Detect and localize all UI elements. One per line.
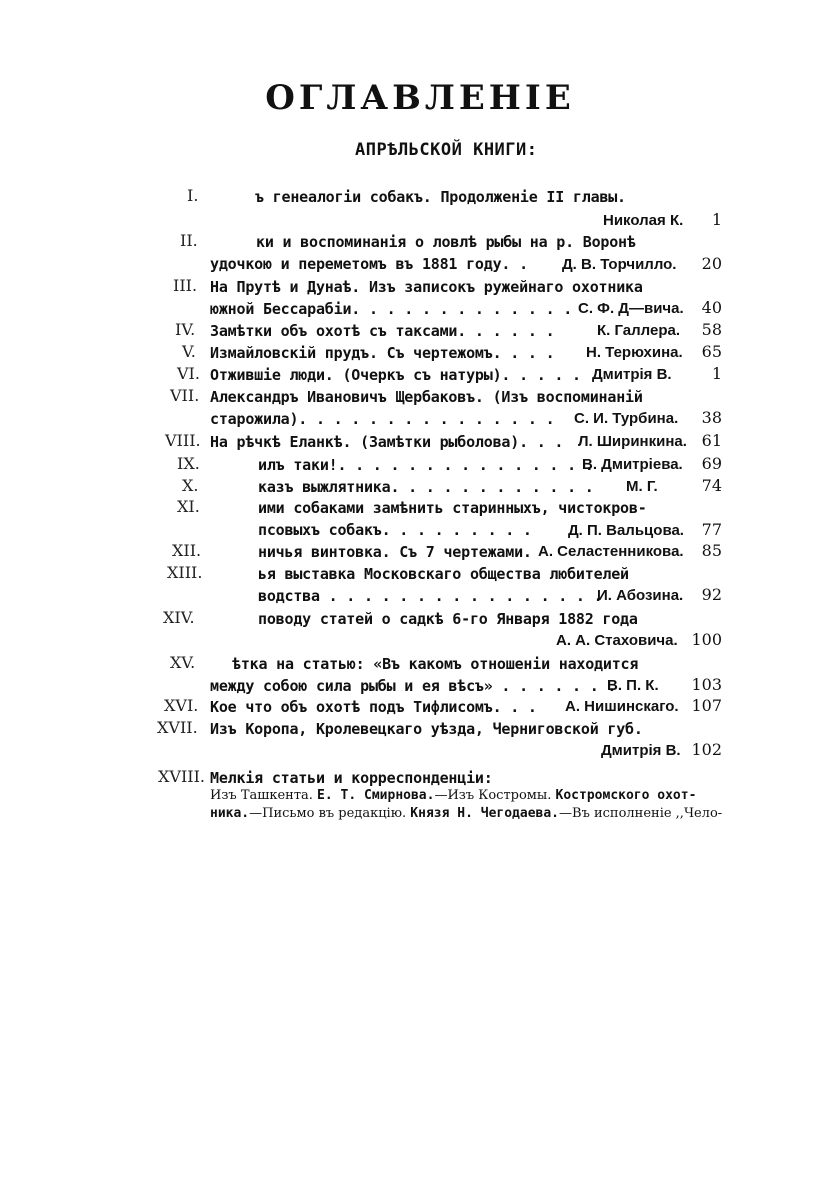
entry-page: 1 [711,364,722,383]
misc-line-1 [210,788,696,803]
entry-title: поводу статей о садкѣ 6-го Января 1882 года [258,610,638,628]
entry-page: 1 [711,210,722,229]
entry-author: Д. В. Торчилло. [562,256,677,273]
entry-page: 40 [701,298,722,317]
entry-number: XI. [177,497,200,516]
entry-title: На рѣчкѣ Еланкѣ. (Замѣтки рыболова). . . [210,433,564,451]
entry-title-cont: старожила). . . . . . . . . . . . . . . [210,410,555,428]
entry-page: 58 [701,320,722,339]
misc-text: —Изъ Костромы. [434,788,552,803]
misc-text: Костромского охот- [555,788,697,803]
entry-number: XVIII. [158,767,205,786]
misc-text: ника. [210,806,250,821]
entry-author: В. П. К. [607,677,659,694]
entry-page: 103 [691,675,722,694]
entry-title-cont: южной Бессарабіи. . . . . . . . . . . . . [210,300,573,318]
entry-title: Кое что объ охотѣ подъ Тифлисомъ. . . [210,698,537,716]
misc-author: Князя Н. Чегодаева. [410,806,560,821]
entry-number: IV. [175,320,196,339]
entry-author: С. Ф. Д—вича. [578,300,684,317]
entry-number: XVII. [157,718,198,737]
entry-number: XIV. [163,608,195,627]
entry-page: 100 [691,630,722,649]
entry-title: Отжившіе люди. (Очеркъ съ натуры). . . . . [210,366,581,384]
entry-title: ничья винтовка. Съ 7 чертежами. [258,543,532,561]
entry-page: 65 [701,342,722,361]
entry-author: А. Селастенникова. [538,543,684,560]
entry-number: VII. [170,386,200,405]
entry-number: II. [180,231,198,250]
entry-author: Д. П. Вальцова. [568,522,684,539]
page-title: ОГЛАВЛЕНІЕ [265,78,575,118]
entry-number: XII. [172,541,202,560]
entry-page: 69 [701,454,722,473]
entry-author: А. Нишинскаго. [565,698,679,715]
entry-number: V. [182,342,196,361]
entry-author: Николая К. [603,212,684,229]
misc-author: Е. Т. Смирнова. [317,788,435,803]
entry-title: ья выставка Московскаго общества любителей [258,565,629,583]
entry-title: ки и воспоминанія о ловлѣ рыбы на р. Воронѣ [256,233,636,251]
entry-page: 92 [701,585,722,604]
entry-title-cont: псовыхъ собакъ. . . . . . . . . [258,521,532,539]
entry-author: С. И. Турбина. [574,410,679,427]
entry-number: VI. [177,364,200,383]
entry-number: III. [173,276,198,295]
entry-page: 74 [701,476,722,495]
entry-title: ими собаками замѣнить старинныхъ, чистокров- [258,499,647,517]
entry-page: 85 [701,541,722,560]
misc-text: Изъ Ташкента. [210,788,313,803]
entry-title: Изъ Коропа, Кролевецкаго уѣзда, Черниговской губ. [210,720,643,738]
entry-number: XV. [170,653,196,672]
misc-text: —Въ исполненіе ,,Чело- [559,806,723,821]
entry-author: Дмитрія В. [592,366,672,383]
entry-author: М. Г. [626,478,658,495]
entry-page: 20 [701,254,722,273]
entry-title-cont: водства . . . . . . . . . . . . . . . . [258,587,603,605]
entry-author: А. А. Стаховича. [556,632,678,649]
entry-number: XIII. [167,563,203,582]
entry-author: И. Абозина. [597,587,684,604]
entry-page: 38 [701,408,722,427]
misc-text: —Письмо въ редакцію. [249,806,407,821]
entry-page: 107 [691,696,722,715]
entry-page: 77 [701,520,722,539]
entry-title: На Прутѣ и Дунаѣ. Изъ записокъ ружейнаго охотника [210,278,643,296]
entry-author: Дмитрія В. [601,742,681,759]
entry-title: Измайловскій прудъ. Съ чертежомъ. . . . [210,344,555,362]
misc-line-2 [210,806,722,821]
entry-title: Александръ Ивановичъ Щербаковъ. (Изъ воспоминаній [210,388,643,406]
entry-number: X. [182,476,199,495]
page-subtitle: АПРѢЛЬСКОЙ КНИГИ: [355,140,538,160]
entry-author: В. Дмитріева. [582,456,683,473]
entry-title: Мелкія статьи и корреспонденціи: [210,769,493,787]
entry-title: Замѣтки объ охотѣ съ таксами. . . . . . [210,322,555,340]
entry-title: ѣтка на статью: «Въ какомъ отношеніи находится [232,655,639,673]
entry-title-cont: удочкою и переметомъ въ 1881 году. . [210,255,528,273]
entry-number: IX. [177,454,200,473]
entry-author: Н. Терюхина. [586,344,683,361]
entry-title: казъ выжлятника. . . . . . . . . . . . [258,478,594,496]
entry-author: Л. Ширинкина. [578,433,687,450]
entry-title-cont: между собою сила рыбы и ея вѣсъ» . . . . . . . [210,677,617,695]
entry-number: VIII. [165,431,201,450]
entry-title: илъ таки!. . . . . . . . . . . . . . . [258,456,594,474]
entry-number: XVI. [164,696,199,715]
entry-page: 61 [701,431,722,450]
entry-author: К. Галлера. [597,322,681,339]
entry-number: I. [187,186,199,205]
entry-page: 102 [691,740,722,759]
entry-title: ъ генеалогіи собакъ. Продолженіе II главы. [255,188,626,206]
